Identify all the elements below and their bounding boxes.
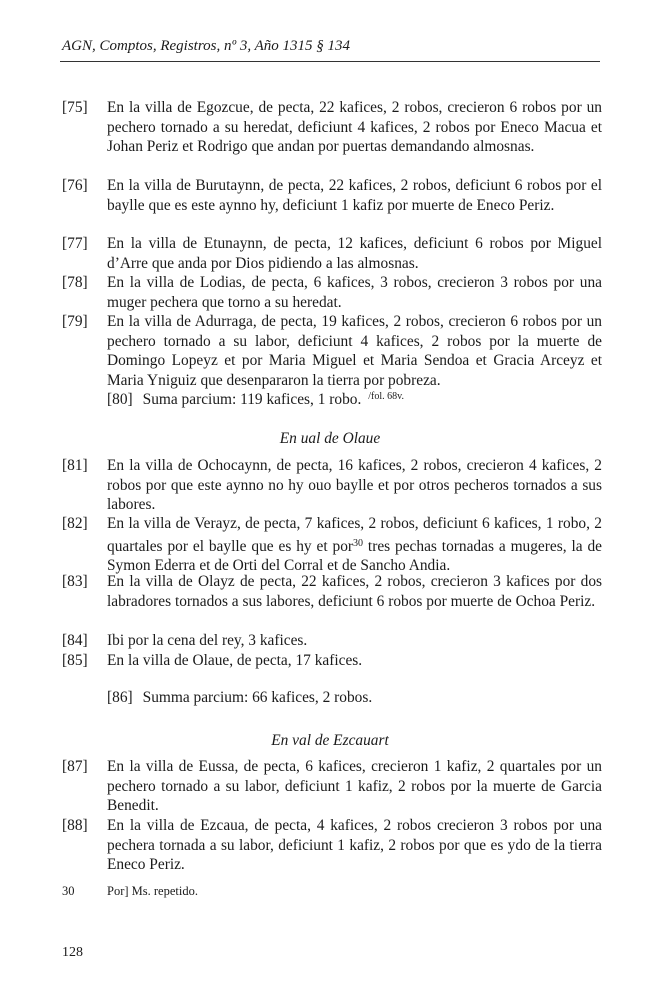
footnote-30 (62, 884, 198, 899)
entry-text: En la villa de Lodias, de pecta, 6 kafices, 3 robos, crecieron 3 robos por una muger pechera que torno a su heredat. (107, 274, 602, 311)
page-number: 128 (62, 945, 83, 960)
entry-text: En la villa de Egozcue, de pecta, 22 kafices, 2 robos, crecieron 6 robos por un pechero tornado a su heredat, deficiunt 4 kafices, 2 robos por Eneco Macua et Johan Periz et Rodrigo que andan por puertas demandando almosnas. (107, 99, 602, 156)
footnote-reference: 30 (353, 537, 364, 549)
entry-number: [77] (62, 235, 88, 252)
entry-82 (62, 514, 602, 576)
entry-text: En la villa de Olaue, de pecta, 17 kafices. (107, 652, 363, 669)
entry-81 (62, 456, 602, 515)
entry-number: [75] (62, 99, 88, 116)
entry-78 (62, 273, 602, 312)
entry-88 (62, 816, 602, 875)
entry-79 (62, 312, 602, 390)
entry-text: En la villa de Olayz de pecta, 22 kafices, 2 robos, crecieron 3 kafices por dos labradores tornados a sus labores, deficiunt 6 robos por muerte de Ochoa Periz. (107, 573, 602, 610)
entry-text: En la villa de Adurraga, de pecta, 19 kafices, 2 robos, crecieron 6 robos por un pechero tornado a su labor, deficiunt 4 kafices, 2 robos por la muerte de Domingo Lopeyz et por Maria Miguel et Maria Sendoa et Gracia Arceyz et Maria Yniguiz que desenpararon la tierra por pobreza. (107, 313, 602, 389)
entry-75 (62, 98, 602, 157)
entry-text: En la villa de Burutaynn, de pecta, 22 kafices, 2 robos, deficiunt 6 robos por el baylle que es este aynno hy, deficiunt 1 kafiz por muerte de Eneco Periz. (107, 177, 602, 214)
header-rule (60, 61, 600, 62)
entry-number: [86] (107, 689, 133, 706)
sum-86 (107, 688, 372, 708)
entry-number: [78] (62, 274, 88, 291)
entry-number: [79] (62, 313, 88, 330)
footnote-number: 30 (62, 884, 75, 898)
entry-number: [85] (62, 652, 88, 669)
entry-number: [83] (62, 573, 88, 590)
entry-text: En la villa de Ochocaynn, de pecta, 16 kafices, 2 robos, crecieron 4 kafices, 2 robos por que este aynno no hy ouo baylle et por otros pecheros tornados a sus labores. (107, 457, 602, 514)
entry-76 (62, 176, 602, 215)
entry-number: [87] (62, 758, 88, 775)
folio-marker: /fol. 68v. (368, 391, 404, 402)
entry-number: [81] (62, 457, 88, 474)
running-head: AGN, Comptos, Registros, nº 3, Año 1315 § 134 (62, 38, 350, 54)
entry-text: En la villa de Etunaynn, de pecta, 12 kafices, deficiunt 6 robos por Miguel d’Arre que anda por Dios pidiendo a las almosnas. (107, 235, 602, 272)
section-heading-olaue: En ual de Olaue (279, 430, 381, 447)
entry-87 (62, 757, 602, 816)
entry-85 (62, 651, 602, 671)
section-heading-ezcauart: En val de Ezcauart (271, 732, 389, 749)
entry-text-part: En la villa de Verayz, de pecta, 7 kafices, 2 robos, deficiunt 6 kafices, 1 robo, 2 quartales por el baylle que es hy et por (107, 515, 602, 555)
entry-text: En la villa de Ezcaua, de pecta, 4 kafices, 2 robos crecieron 3 robos por una pechera tornada a su labor, deficiunt 1 kafiz, 2 robos por que es ydo de la tierra Eneco Periz. (107, 817, 602, 874)
entry-text (107, 514, 602, 576)
entry-number: [76] (62, 177, 88, 194)
entry-83 (62, 572, 602, 611)
entry-text: Ibi por la cena del rey, 3 kafices. (107, 632, 308, 649)
sum-text: Summa parcium: 66 kafices, 2 robos. (142, 689, 373, 706)
entry-text-part: tres pechas tornadas a mugeres, la de Symon Ederra et de Orti del Corral et de Sancho Andia. (107, 537, 602, 575)
sum-text: Suma parcium: 119 kafices, 1 robo. (142, 391, 362, 408)
entry-84 (62, 631, 602, 651)
entry-number: [88] (62, 817, 88, 834)
entry-77 (62, 234, 602, 273)
entry-number: [80] (107, 391, 133, 408)
entry-number: [82] (62, 515, 88, 532)
entry-number: [84] (62, 632, 88, 649)
entry-text: En la villa de Eussa, de pecta, 6 kafices, crecieron 1 kafiz, 2 quartales por un pechero tornado a su labor, deficiunt 1 kafiz, 2 robos por la muerte de Garcia Benedit. (107, 758, 602, 815)
footnote-text: Por] Ms. repetido. (107, 884, 198, 898)
sum-80 (107, 387, 404, 410)
